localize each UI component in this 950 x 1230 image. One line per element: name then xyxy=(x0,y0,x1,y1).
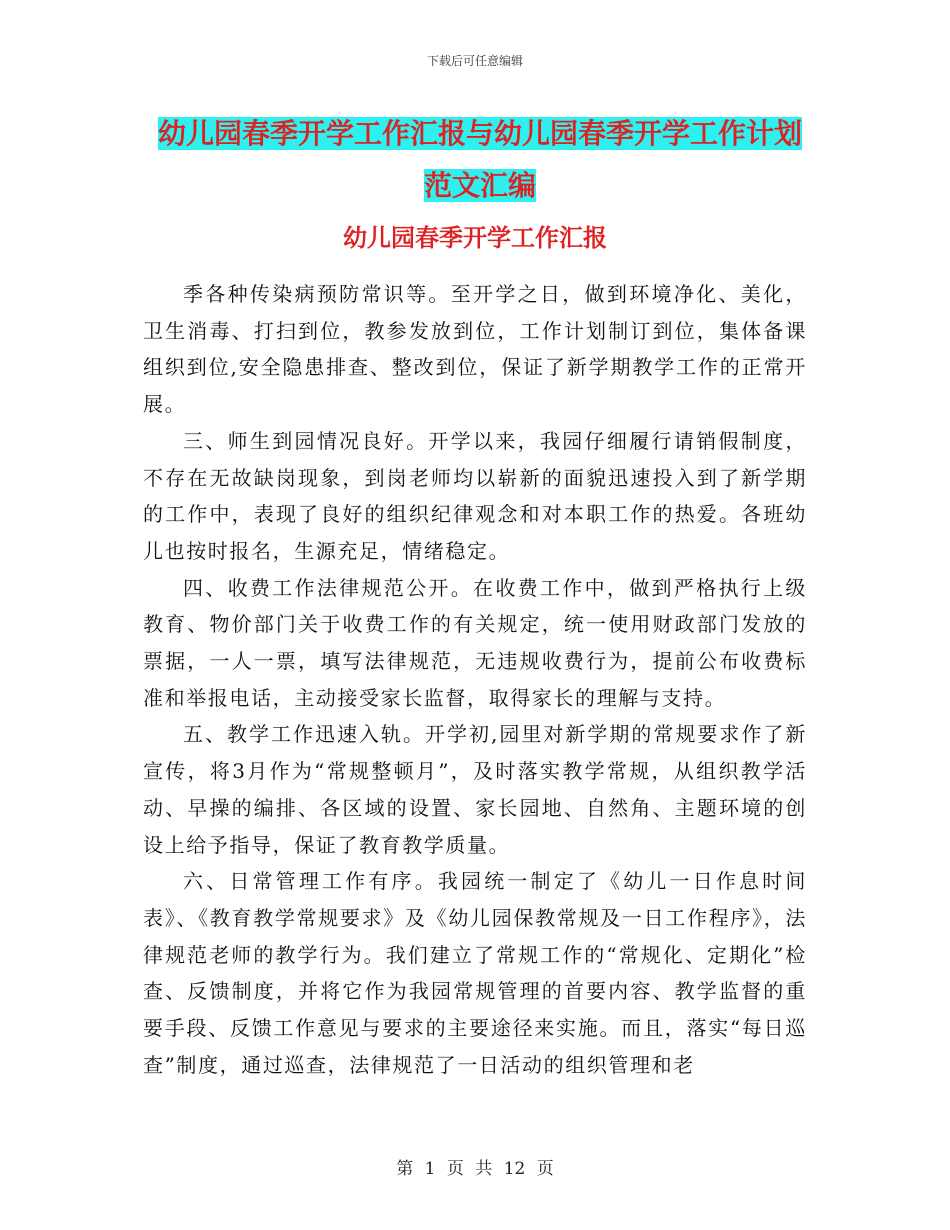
body-text xyxy=(143,276,807,1083)
page-header-note: 下载后可任意编辑 xyxy=(426,54,523,68)
section-heading: 幼儿园春季开学工作汇报 xyxy=(343,223,607,252)
page-number: 第 1 页 共 12 页 xyxy=(396,1159,554,1179)
title-line-2: 范文汇编 xyxy=(423,169,536,202)
paragraph: 三、师生到园情况良好。开学以来，我园仔细履行请销假制度，不存在无故缺岗现象，到岗老师均以崭新的面貌迅速投入到了新学期的工作中，表现了良好的组织纪律观念和对本职工作的热爱。各班幼儿也按时报名，生源充足，情绪稳定。 xyxy=(143,428,807,563)
title-line-1: 幼儿园春季开学工作汇报与幼儿园春季开学工作计划 xyxy=(157,117,802,150)
paragraph: 四、收费工作法律规范公开。在收费工作中，做到严格执行上级教育、物价部门关于收费工作的有关规定，统一使用财政部门发放的票据，一人一票，填写法律规范，无违规收费行为，提前公布收费标准和举报电话，主动接受家长监督，取得家长的理解与支持。 xyxy=(143,575,807,710)
paragraph: 五、教学工作迅速入轨。开学初,园里对新学期的常规要求作了新宣传，将3月作为“常规整顿月”，及时落实教学常规，从组织教学活动、早操的编排、各区域的设置、家长园地、自然角、主题环境的创设上给予指导，保证了教育教学质量。 xyxy=(143,722,807,857)
paragraph: 季各种传染病预防常识等。至开学之日，做到环境净化、美化，卫生消毒、打扫到位，教参发放到位，工作计划制订到位，集体备课组织到位,安全隐患排查、整改到位，保证了新学期教学工作的正常开展。 xyxy=(143,282,807,417)
paragraph: 六、日常管理工作有序。我园统一制定了《幼儿一日作息时间表》、《教育教学常规要求》及《幼儿园保教常规及一日工作程序》，法律规范老师的教学行为。我们建立了常规工作的“常规化、定期化”检查、反馈制度，并将它作为我园常规管理的首要内容、教学监督的重要手段、反馈工作意见与要求的主要途径来实施。而且，落实“每日巡查”制度，通过巡查，法律规范了一日活动的组织管理和老 xyxy=(143,869,807,1077)
document-title xyxy=(140,108,820,212)
